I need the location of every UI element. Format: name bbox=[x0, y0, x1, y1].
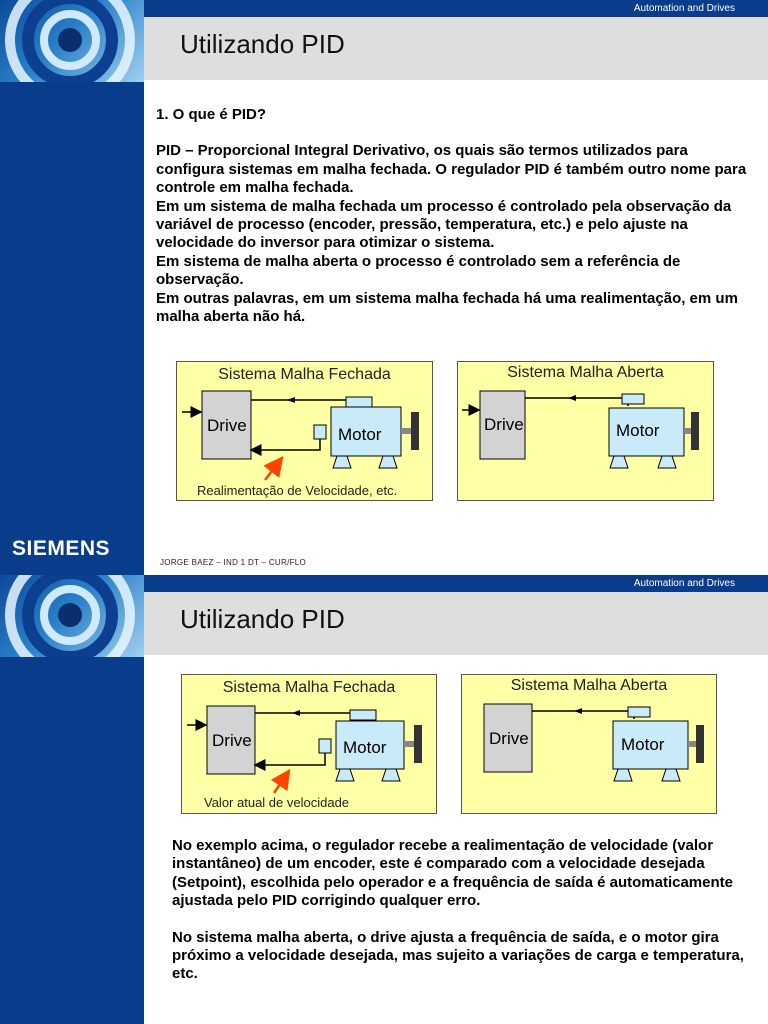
motor-label: Motor bbox=[621, 735, 665, 754]
drive-label: Drive bbox=[207, 416, 247, 435]
motor-label: Motor bbox=[338, 425, 382, 444]
section-heading: 1. O que é PID? bbox=[156, 106, 267, 123]
open-loop-title: Sistema Malha Aberta bbox=[510, 677, 668, 694]
page-title: Utilizando PID bbox=[180, 29, 345, 59]
footer-author: JORGE BAEZ – IND 1 DT – CUR/FLO bbox=[160, 558, 307, 567]
closed-loop-title: Sistema Malha Fechada bbox=[218, 366, 391, 383]
motor-label: Motor bbox=[616, 421, 660, 440]
closed-loop-diagram bbox=[176, 361, 433, 501]
closed-loop-diagram bbox=[181, 674, 437, 814]
paragraph: PID – Proporcional Integral Derivativo, os quais são termos utilizados para configura sistemas em malha fechada. O regulador PID é também outro nome para controle em malha fechada. bbox=[156, 142, 747, 197]
drive-label: Drive bbox=[212, 731, 252, 750]
drive-label: Drive bbox=[484, 415, 524, 434]
header-tagline: Automation and Drives bbox=[144, 0, 768, 17]
siemens-logo: SIEMENS bbox=[12, 537, 111, 560]
body-text bbox=[172, 837, 762, 984]
open-loop-title: Sistema Malha Aberta bbox=[507, 364, 664, 381]
paragraph: No sistema malha aberta, o drive ajusta a frequência de saída, e o motor gira próximo a velocidade desejada, mas sujeito a variações de carga e temperatura, etc. bbox=[172, 928, 744, 983]
paragraph: No exemplo acima, o regulador recebe a realimentação de velocidade (valor instantâneo) de um encoder, este é comparado com a velocidade desejada (Setpoint), escolhida pelo operador e a frequência de saída é automaticamente ajustada pelo PID corrigindo qualquer erro. bbox=[172, 837, 733, 910]
page-title: Utilizando PID bbox=[180, 604, 345, 634]
closed-loop-title: Sistema Malha Fechada bbox=[222, 679, 396, 696]
drive-label: Drive bbox=[489, 729, 529, 748]
open-loop-diagram bbox=[457, 361, 714, 501]
diagram-caption: Realimentação de Velocidade, etc. bbox=[197, 483, 398, 498]
paragraph: Em um sistema de malha fechada um processo é controlado pela observação da variável de processo (encoder, pressão, temperatura, etc.) e pelo ajuste na velocidade do inversor para otimizar o sistema. bbox=[156, 197, 732, 252]
title-bar bbox=[144, 592, 768, 655]
sidebar bbox=[0, 0, 144, 575]
slide-2 bbox=[0, 575, 768, 1024]
header-tagline: Automation and Drives bbox=[144, 575, 768, 592]
spiral-staircase-logo-icon bbox=[0, 0, 144, 82]
motor-label: Motor bbox=[343, 738, 387, 757]
body-text bbox=[156, 106, 756, 326]
open-loop-diagram bbox=[461, 674, 717, 814]
paragraph: Em sistema de malha aberta o processo é controlado sem a referência de observação. bbox=[156, 252, 681, 289]
diagram-caption: Valor atual de velocidade bbox=[204, 795, 350, 810]
title-bar bbox=[144, 17, 768, 80]
paragraph: Em outras palavras, em um sistema malha fechada há uma realimentação, em um malha aberta não há. bbox=[156, 289, 738, 326]
spiral-staircase-logo-icon bbox=[0, 575, 144, 657]
